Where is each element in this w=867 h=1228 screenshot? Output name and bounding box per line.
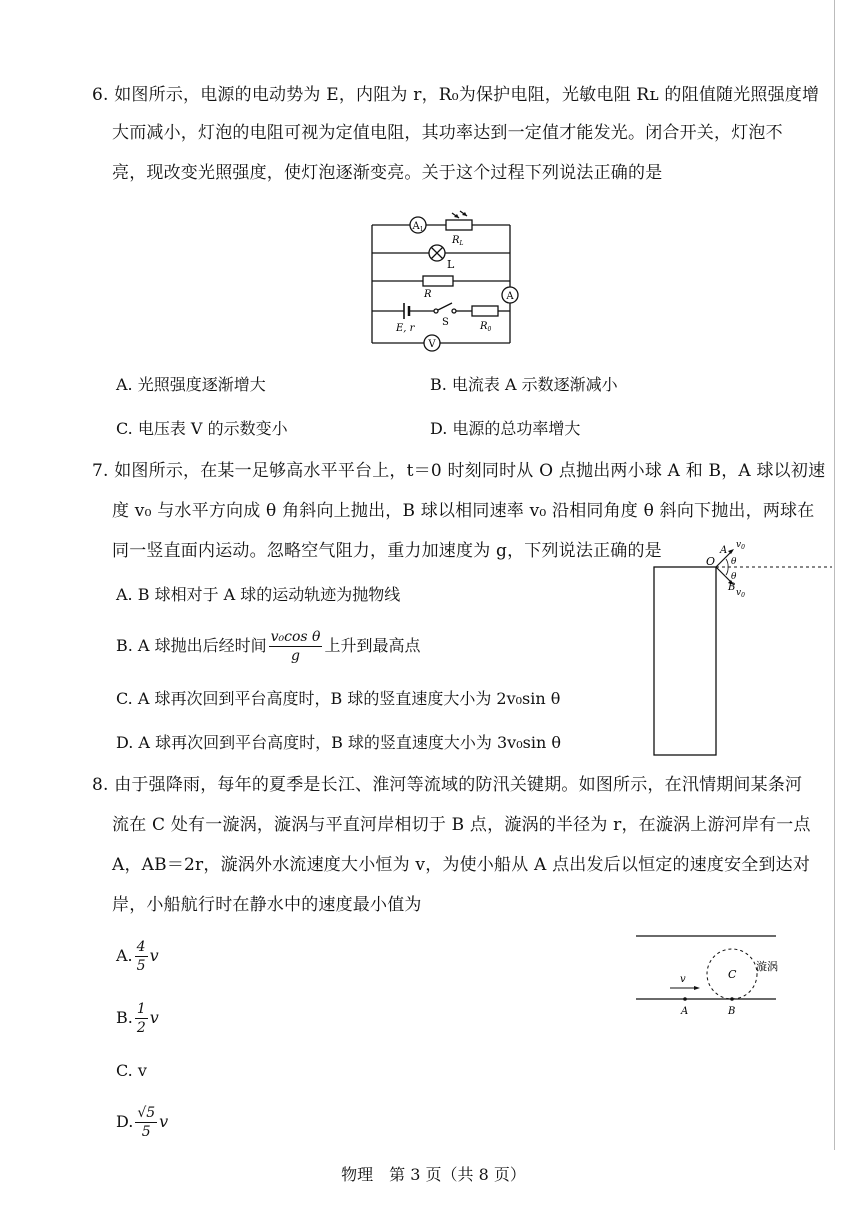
svg-text:v: v <box>680 974 686 985</box>
q7-stem-line3: 同一竖直面内运动。忽略空气阻力，重力加速度为 g，下列说法正确的是 <box>112 541 662 561</box>
q6-option-d[interactable]: D. 电源的总功率增大 <box>430 419 581 438</box>
q8-option-a-fraction: $\frac{4}{5}$ <box>136 939 146 974</box>
platform-block <box>654 567 716 755</box>
switch-icon <box>438 303 452 310</box>
q8-option-b[interactable]: B. $\frac{1}{2}$ v <box>116 1001 159 1036</box>
q6-stem-line2: 大而减小，灯泡的电阻可视为定值电阻，其功率达到一定值才能发光。闭合开关，灯泡不 <box>112 123 783 143</box>
svg-text:A: A <box>681 1006 689 1017</box>
svg-text:O: O <box>706 555 716 568</box>
q6-option-a[interactable]: A. 光照强度逐渐增大 <box>116 375 266 394</box>
svg-text:A: A <box>506 291 514 302</box>
svg-text:A1: $A_1$ <box>412 221 424 233</box>
page-footer: 物理 第 3 页（共 8 页） <box>341 1165 526 1184</box>
q6-option-b[interactable]: B. 电流表 A 示数逐渐减小 <box>430 375 618 394</box>
q7-platform-diagram <box>648 535 838 760</box>
svg-text:v0: $v_0$ <box>736 588 745 599</box>
q8-stem-line2: 流在 C 处有一漩涡，漩涡与平直河岸相切于 B 点，漩涡的半径为 r，在漩涡上游河岸有一点 <box>112 815 811 835</box>
q6-circuit-diagram <box>360 205 530 355</box>
q7-stem-line1: 7. 如图所示，在某一足够高水平平台上，t＝0 时刻同时从 O 点抛出两小球 A 和 B，A 球以初速 <box>92 461 826 481</box>
q8-option-b-fraction: $\frac{1}{2}$ <box>136 1001 146 1036</box>
q8-option-c[interactable]: C. v <box>116 1061 147 1080</box>
q8-stem-line4: 岸，小船航行时在静水中的速度最小值为 <box>112 895 422 915</box>
q8-option-d[interactable]: D. $\frac{√5}{5}$ v <box>116 1105 169 1140</box>
svg-text:L: L <box>447 258 455 271</box>
q7-option-d[interactable]: D. A 球再次回到平台高度时，B 球的竖直速度大小为 3v₀sin θ <box>116 733 561 752</box>
photoresistor-icon <box>446 220 472 230</box>
q7-option-b[interactable]: B. A 球抛出后经时间 $\frac{\text{v₀cos θ}}{g}$ 上升到最高点 <box>116 629 421 664</box>
svg-text:A: A <box>720 545 728 556</box>
q6-option-c[interactable]: C. 电压表 V 的示数变小 <box>116 419 288 438</box>
svg-text:E, r: E, r <box>396 323 415 334</box>
q6-stem-line3: 亮，现改变光照强度，使灯泡逐渐变亮。关于这个过程下列说法正确的是 <box>112 163 663 183</box>
svg-text:RL: $R_L$ <box>452 235 464 247</box>
svg-text:θ: θ <box>731 572 737 582</box>
q8-stem-line1: 8. 由于强降雨，每年的夏季是长江、淮河等流域的防汛关键期。如图所示，在汛情期间某条河 <box>92 775 803 795</box>
svg-text:S: S <box>442 317 449 328</box>
svg-text:漩涡: 漩涡 <box>756 960 778 973</box>
resistor-r0-icon <box>472 306 498 316</box>
svg-text:θ: θ <box>731 557 737 567</box>
q8-option-a[interactable]: A. $\frac{4}{5}$ v <box>116 939 159 974</box>
q7-option-b-fraction: $\frac{\text{v₀cos θ}}{g}$ <box>270 629 321 664</box>
resistor-r-icon <box>423 276 453 286</box>
q8-river-diagram <box>630 926 790 1021</box>
q6-stem-line1: 6. 如图所示，电源的电动势为 E，内阻为 r，R₀为保护电阻，光敏电阻 Rʟ 的阻值随光照强度增 <box>92 85 820 105</box>
q8-stem-line3: A，AB＝2r，漩涡外水流速度大小恒为 v，为使小船从 A 点出发后以恒定的速度安全到达对 <box>112 855 811 875</box>
q7-option-c[interactable]: C. A 球再次回到平台高度时，B 球的竖直速度大小为 2v₀sin θ <box>116 689 561 708</box>
svg-text:V: V <box>428 339 436 350</box>
svg-text:B: B <box>728 582 736 593</box>
svg-text:B: B <box>728 1006 736 1017</box>
svg-text:R: R <box>424 289 432 300</box>
q8-option-d-fraction: $\frac{√5}{5}$ <box>137 1105 156 1140</box>
q7-stem-line2: 度 v₀ 与水平方向成 θ 角斜向上抛出，B 球以相同速率 v₀ 沿相同角度 θ 斜向下抛出，两球在 <box>112 501 815 521</box>
svg-text:v0: $v_0$ <box>736 540 745 551</box>
svg-text:C: C <box>728 968 737 981</box>
q7-option-a[interactable]: A. B 球相对于 A 球的运动轨迹为抛物线 <box>116 585 401 604</box>
svg-text:R0: $R_0$ <box>480 321 492 333</box>
